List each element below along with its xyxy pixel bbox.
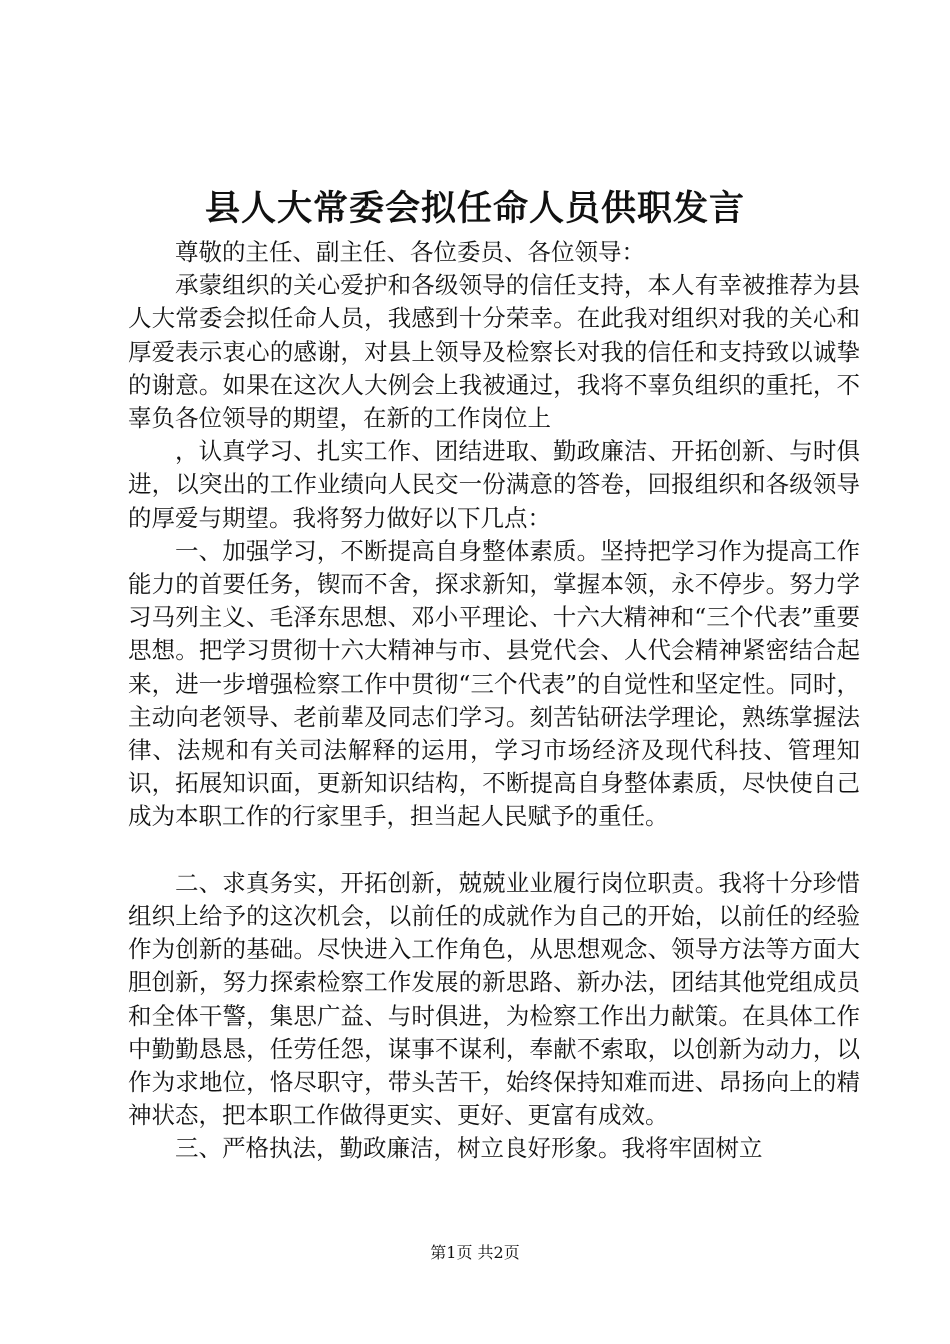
commitment-paragraph: ，认真学习、扎实工作、团结进取、勤政廉洁、开拓创新、与时俱进，以突出的工作业绩向人民交一份满意的答卷，回报组织和各级领导的厚爱与期望。我将努力做好以下几点： (128, 437, 860, 532)
salutation-paragraph: 尊敬的主任、副主任、各位委员、各位领导： (175, 238, 645, 266)
paragraph-spacer (128, 834, 860, 867)
page-number-footer: 第1页 共2页 (430, 1243, 520, 1262)
document-body (128, 236, 860, 1166)
point-three-paragraph: 三、严格执法，勤政廉洁，树立良好形象。我将牢固树立 (175, 1134, 763, 1163)
intro-paragraph: 承蒙组织的关心爱护和各级领导的信任支持，本人有幸被推荐为县人大常委会拟任命人员，我感到十分荣幸。在此我对组织对我的关心和厚爱表示衷心的感谢，对县上领导及检察长对我的信任和支持致以诚挚的谢意。如果在这次人大例会上我被通过，我将不辜负组织的重托，不辜负各位领导的期望，在新的工作岗位上 (128, 271, 860, 433)
point-two-paragraph: 二、求真务实，开拓创新，兢兢业业履行岗位职责。我将十分珍惜组织上给予的这次机会，以前任的成就作为自己的开始，以前任的经验作为创新的基础。尽快进入工作角色，从思想观念、领导方法等方面大胆创新，努力探索检察工作发展的新思路、新办法，团结其他党组成员和全体干警，集思广益、与时俱进，为检察工作出力献策。在具体工作中勤勤恳恳，任劳任怨，谋事不谋利，奉献不索取，以创新为动力，以作为求地位，恪尽职守，带头苦干，始终保持知难而进、昂扬向上的精神状态，把本职工作做得更实、更好、更富有成效。 (128, 868, 860, 1130)
point-one-paragraph: 一、加强学习，不断提高自身整体素质。坚持把学习作为提高工作能力的首要任务，锲而不舍，探求新知，掌握本领，永不停步。努力学习马列主义、毛泽东思想、邓小平理论、十六大精神和“三个代表”重要思想。把学习贯彻十六大精神与市、县党代会、人代会精神紧密结合起来，进一步增强检察工作中贯彻“三个代表”的自觉性和坚定性。同时，主动向老领导、老前辈及同志们学习。刻苦钻研法学理论，熟练掌握法律、法规和有关司法解释的运用，学习市场经济及现代科技、管理知识，拓展知识面，更新知识结构，不断提高自身整体素质，尽快使自己成为本职工作的行家里手，担当起人民赋予的重任。 (128, 536, 860, 831)
document-title: 县人大常委会拟任命人员供职发言 (204, 188, 745, 229)
